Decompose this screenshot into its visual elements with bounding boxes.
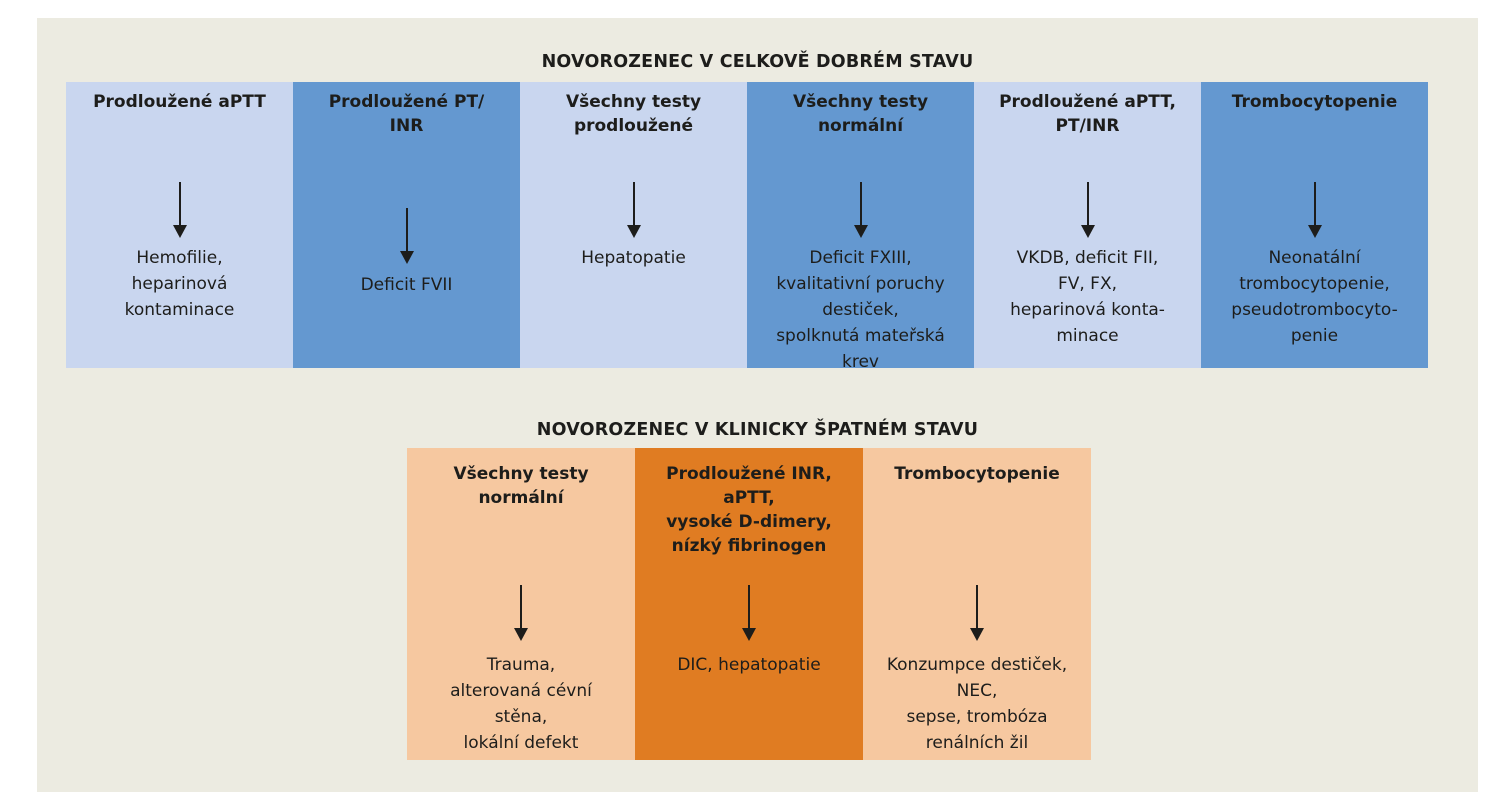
column-header: Prodloužené PT/ INR [328,92,485,136]
column-header: Prodloužené INR, aPTT, vysoké D-dimery, nízký fibrinogen [666,464,832,556]
column-result: VKDB, deficit FII, FV, FX, heparinová konta- minace [1010,248,1165,346]
bad-state-column-thrombocytopenia [863,448,1091,760]
column-header: Prodloužené aPTT, PT/INR [999,92,1176,136]
down-arrow-icon [514,585,528,641]
good-state-column-all-prolonged [520,82,747,368]
good-state-column-aptt-pt-inr [974,82,1201,368]
down-arrow-icon [854,182,868,238]
bad-state-row [407,448,1091,760]
section-title-good-state: NOVOROZENEC V CELKOVĚ DOBRÉM STAVU [541,52,974,72]
column-header: Všechny testy normální [792,92,929,136]
column-result: Trauma, alterovaná cévní stěna, lokální defekt [450,655,592,753]
column-result: Deficit FXIII, kvalitativní poruchy destiček, spolknutá mateřská krev [776,248,945,372]
down-arrow-icon [173,182,187,238]
column-result: Hemofilie, heparinová kontaminace [124,248,235,320]
column-result: Neonatální trombocytopenie, pseudotrombocyto- penie [1231,248,1398,346]
column-result: Hepatopatie [581,248,686,268]
column-header: Všechny testy prodloužené [565,92,702,136]
column-result: DIC, hepatopatie [677,655,821,675]
column-header: Prodloužené aPTT [93,92,266,112]
column-header: Trombocytopenie [894,464,1060,484]
down-arrow-icon [742,585,756,641]
good-state-column-pt-inr [293,82,520,368]
good-state-column-all-normal [747,82,974,372]
good-state-row [66,82,1428,372]
down-arrow-icon [1308,182,1322,238]
bad-state-column-all-normal [407,448,635,760]
down-arrow-icon [1081,182,1095,238]
column-result: Deficit FVII [360,275,453,295]
down-arrow-icon [627,182,641,238]
down-arrow-icon [970,585,984,641]
diagram-panel [37,18,1478,792]
section-title-bad-state: NOVOROZENEC V KLINICKY ŠPATNÉM STAVU [536,420,979,440]
down-arrow-icon [400,208,414,264]
column-header: Trombocytopenie [1231,92,1398,112]
column-header: Všechny testy normální [453,464,589,508]
good-state-column-aptt [66,82,293,368]
bad-state-column-dic [635,448,863,760]
good-state-column-thrombocytopenia [1201,82,1428,368]
column-result: Konzumpce destiček, NEC, sepse, trombóza renálních žil [886,655,1068,753]
